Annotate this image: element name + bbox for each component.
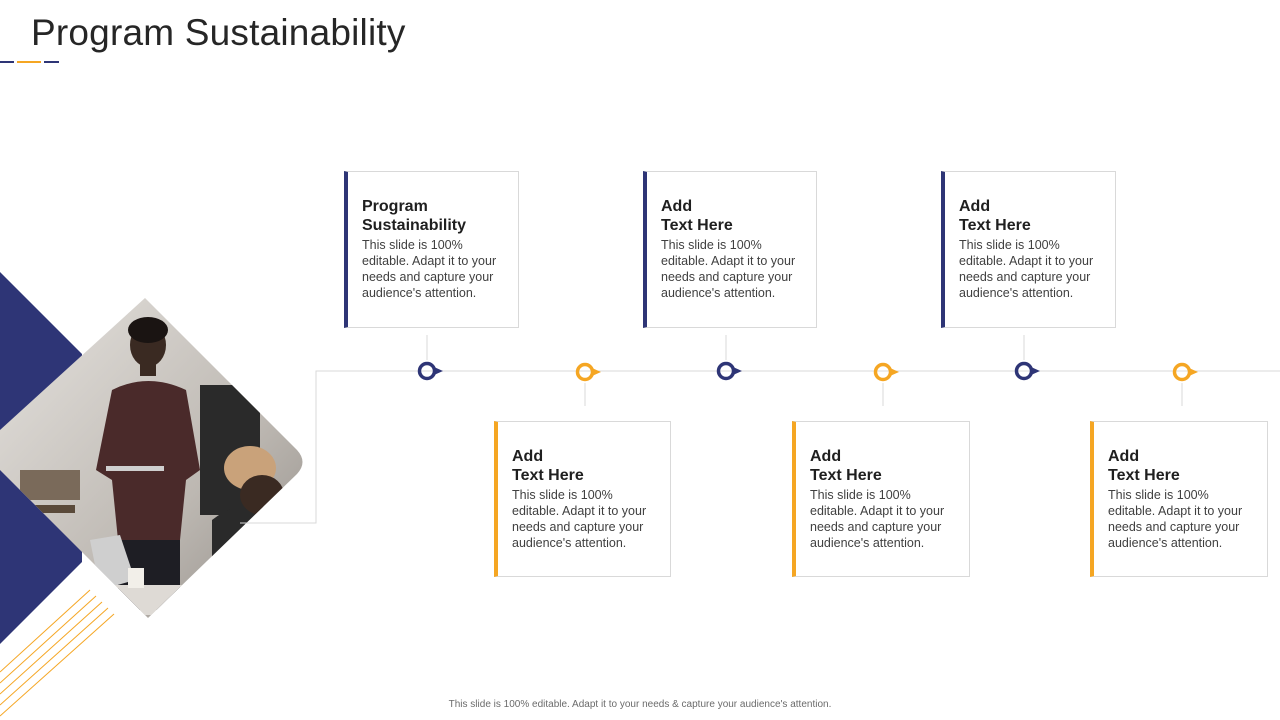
card-body: This slide is 100% editable. Adapt it to your needs and capture your audience's attention. bbox=[362, 238, 497, 300]
card-body: This slide is 100% editable. Adapt it to your needs and capture your audience's attention. bbox=[1108, 488, 1243, 550]
text-card-3 bbox=[643, 171, 817, 328]
text-card-1 bbox=[344, 171, 519, 328]
card-title: Add Text Here bbox=[810, 448, 882, 484]
page-title: Program Sustainability bbox=[31, 12, 406, 53]
card-title: Add Text Here bbox=[512, 448, 584, 484]
card-body: This slide is 100% editable. Adapt it to your needs and capture your audience's attention. bbox=[512, 488, 647, 550]
timeline-marker-4 bbox=[876, 365, 900, 380]
text-card-6 bbox=[1090, 421, 1268, 577]
text-card-4 bbox=[792, 421, 970, 577]
text-card-2 bbox=[494, 421, 671, 577]
card-title: Add Text Here bbox=[1108, 448, 1180, 484]
card-title: Add Text Here bbox=[661, 198, 733, 234]
card-body: This slide is 100% editable. Adapt it to your needs and capture your audience's attention. bbox=[661, 238, 796, 300]
card-body: This slide is 100% editable. Adapt it to your needs and capture your audience's attention. bbox=[959, 238, 1094, 300]
timeline-marker-2 bbox=[578, 365, 602, 380]
card-body: This slide is 100% editable. Adapt it to your needs and capture your audience's attention. bbox=[810, 488, 945, 550]
card-title: Add Text Here bbox=[959, 198, 1031, 234]
card-title: Program Sustainability bbox=[362, 198, 467, 234]
text-card-5 bbox=[941, 171, 1116, 328]
footer-note: This slide is 100% editable. Adapt it to your needs & capture your audience's attention. bbox=[448, 699, 832, 710]
timeline-marker-6 bbox=[1175, 365, 1199, 380]
